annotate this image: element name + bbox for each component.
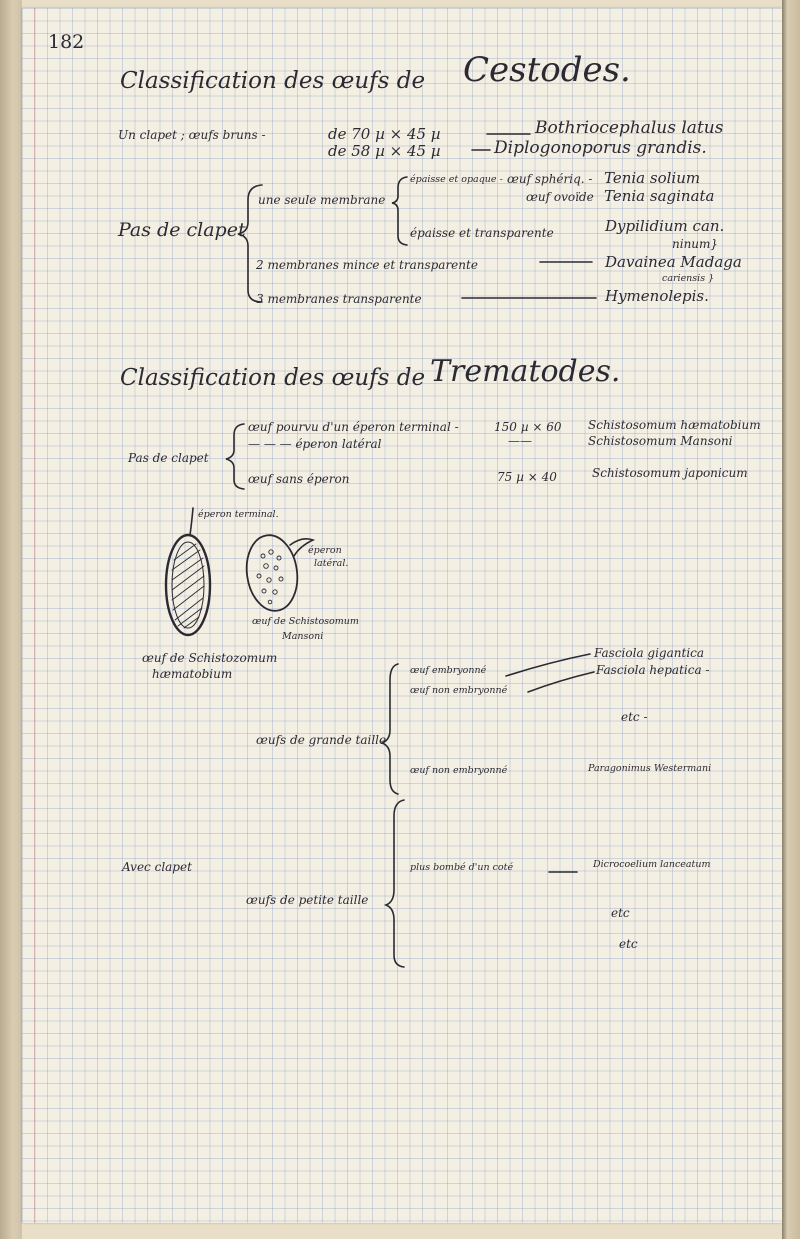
- hymenolepis: Hymenolepis.: [605, 287, 709, 305]
- dipylidium-2: ninum}: [672, 237, 719, 251]
- cestodes-title-word: Cestodes.: [463, 50, 631, 90]
- japonicum-species: Schistosomum japonicum: [592, 466, 748, 480]
- egg-terminal-spine: [190, 508, 193, 535]
- etc-1: etc -: [621, 710, 648, 724]
- caption-haemato-2: hæmatobium: [152, 667, 233, 681]
- grande-taille: œufs de grande taille: [256, 733, 387, 747]
- japonicum-size: 75 µ × 40: [497, 470, 557, 484]
- haemato-species: Schistosomum hæmatobium: [588, 418, 761, 432]
- egg-mansoni-cells: [257, 550, 283, 604]
- brace-grande-taille: [382, 664, 398, 794]
- caption-mansoni-2: Mansoni: [282, 631, 324, 642]
- oeuf-spherique: œuf sphériq. -: [507, 172, 593, 186]
- tenia-saginata: Tenia saginata: [604, 187, 715, 205]
- davainea: Davainea Madaga: [605, 253, 742, 271]
- tenia-solium: Tenia solium: [604, 169, 701, 187]
- brace-petite-taille: [386, 800, 404, 967]
- oeuf-non-embryonne-2: œuf non embryonné: [410, 765, 508, 776]
- sans-eperon-row: œuf sans éperon: [248, 472, 350, 486]
- trematodes-pas-de-clapet: Pas de clapet: [128, 451, 209, 465]
- brace-membrane: [392, 177, 407, 245]
- cestodes-pas-de-clapet: Pas de clapet: [118, 219, 246, 241]
- label-eperon-terminal: éperon terminal.: [198, 509, 279, 520]
- eperon-terminal-row: œuf pourvu d'un éperon terminal -: [248, 420, 459, 434]
- egg-haematobium-inner: [172, 542, 204, 628]
- petite-taille: œufs de petite taille: [246, 893, 369, 907]
- oeuf-ovoide: œuf ovoïde: [526, 190, 594, 204]
- bothrio-size: de 70 µ × 45 µ: [328, 125, 441, 143]
- line-gigantica: [506, 654, 590, 676]
- epaisse-opaque: épaisse et opaque -: [410, 174, 503, 185]
- trois-membranes: 3 membranes transparente: [256, 292, 422, 306]
- label-eperon-lateral-1: éperon: [308, 545, 342, 556]
- trematodes-title-prefix: Classification des œufs de: [120, 365, 426, 391]
- dipylidium: Dypilidium can.: [605, 217, 725, 235]
- deux-membranes: 2 membranes mince et transparente: [256, 258, 478, 272]
- oeuf-non-embryonne-1: œuf non embryonné: [410, 685, 508, 696]
- etc-3: etc: [619, 937, 638, 951]
- eperon-lateral-row: — — — éperon latéral: [248, 437, 382, 451]
- diplogono-species: Diplogonoporus grandis.: [494, 138, 707, 158]
- fasciola-gigantica: Fasciola gigantica: [594, 646, 705, 660]
- caption-mansoni-1: œuf de Schistosomum: [252, 616, 359, 627]
- mansoni-size: ——: [508, 434, 532, 448]
- mansoni-species: Schistosomum Mansoni: [588, 434, 733, 448]
- cestodes-title-prefix: Classification des œufs de: [120, 68, 426, 94]
- haemato-size: 150 µ × 60: [494, 420, 562, 434]
- davainea-2: cariensis }: [662, 273, 715, 284]
- label-eperon-lateral-2: latéral.: [314, 558, 349, 569]
- oeuf-embryonne: œuf embryonné: [410, 665, 487, 676]
- une-seule-membrane: une seule membrane: [258, 193, 386, 207]
- avec-clapet: Avec clapet: [122, 860, 192, 874]
- epaisse-transparente: épaisse et transparente: [410, 226, 554, 240]
- paragonimus: Paragonimus Westermani: [588, 763, 712, 774]
- etc-2: etc: [611, 906, 630, 920]
- dicrocoelium: Dicrocoelium lanceatum: [593, 859, 711, 870]
- diplogono-size: de 58 µ × 45 µ: [328, 142, 441, 160]
- bothrio-species: Bothriocephalus latus: [535, 118, 724, 138]
- clapet-label: Un clapet ; œufs bruns -: [118, 128, 266, 142]
- plus-bombe: plus bombé d'un coté: [410, 862, 514, 873]
- trematodes-title-word: Trematodes.: [430, 354, 621, 389]
- brace-trematodes: [226, 424, 244, 489]
- line-hepatica: [528, 672, 594, 692]
- page-number: 182: [48, 31, 85, 53]
- caption-haemato-1: œuf de Schistozomum: [142, 651, 278, 665]
- fasciola-hepatica: Fasciola hepatica -: [596, 663, 710, 677]
